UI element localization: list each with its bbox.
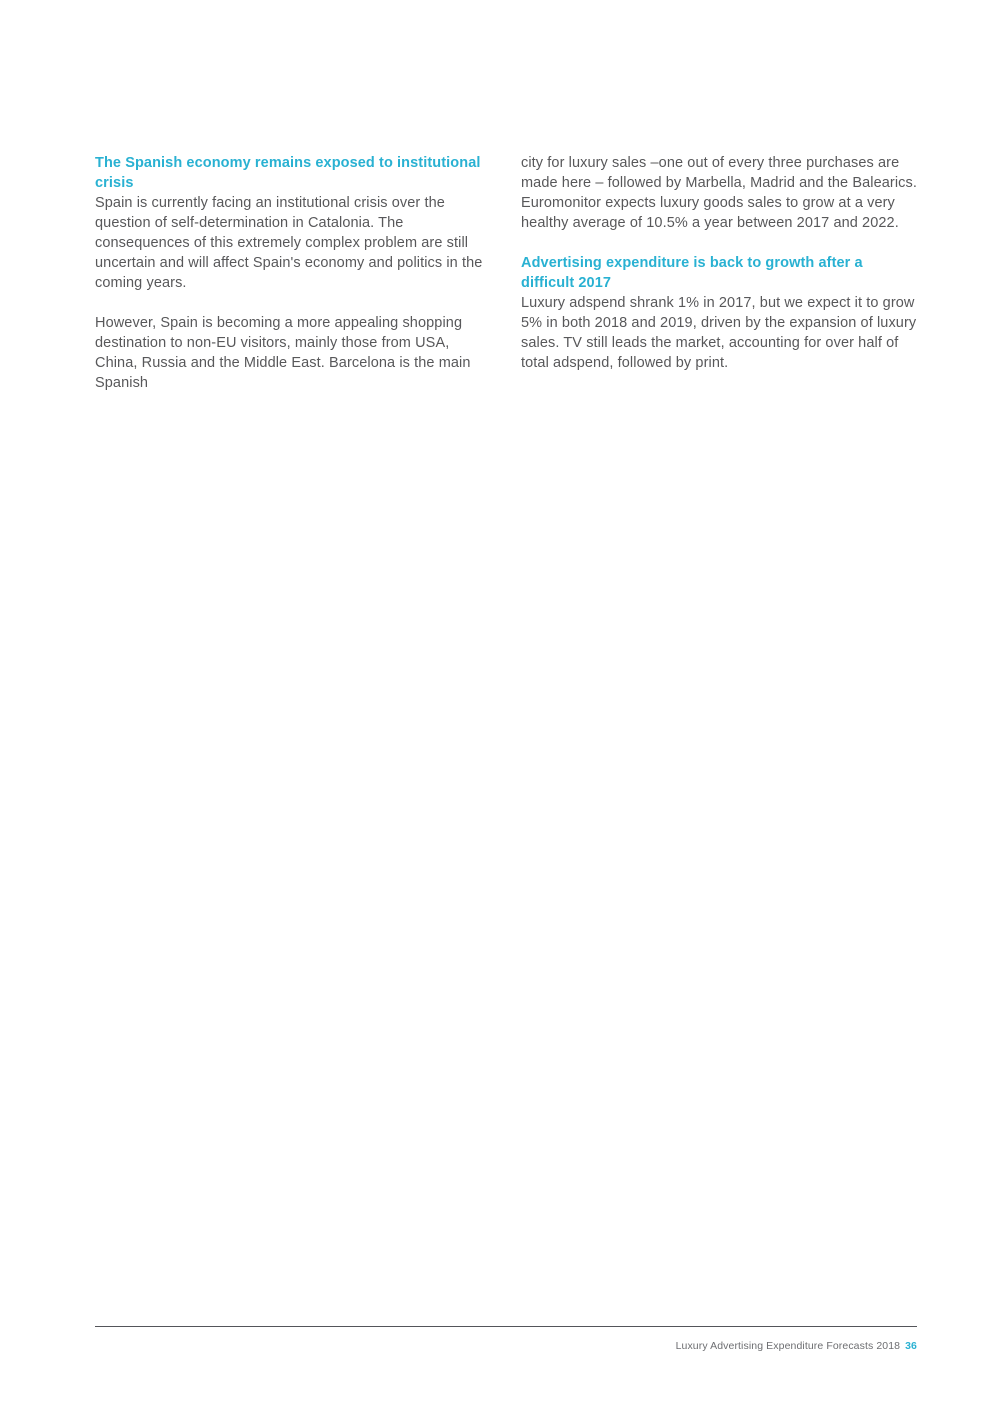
paragraph: However, Spain is becoming a more appealing shopping destination to non-EU visitors, mainly those from USA, China, Russia and the Middle East. Barcelona is the main Spanish [95,315,471,391]
left-column [95,153,485,393]
page-content [95,153,917,393]
page-number: 36 [905,1340,917,1352]
paragraph: Spain is currently facing an institutional crisis over the question of self-determination in Catalonia. The consequences of this extremely complex problem are still uncertain and will affect Spain's economy and politics in the coming years. [95,195,483,291]
section-heading-advertising-expenditure: Advertising expenditure is back to growth after a difficult 2017 [521,255,863,291]
page-footer [95,1326,917,1352]
right-column [521,153,919,393]
footer-label: Luxury Advertising Expenditure Forecasts 2018 [675,1340,901,1352]
section-heading-spanish-economy: The Spanish economy remains exposed to institutional crisis [95,155,481,191]
paragraph: Luxury adspend shrank 1% in 2017, but we expect it to grow 5% in both 2018 and 2019, driven by the expansion of luxury sales. TV still leads the market, accounting for over half of total adspend, followed by print. [521,295,917,371]
paragraph: city for luxury sales –one out of every three purchases are made here – followed by Marbella, Madrid and the Balearics. Euromonitor expects luxury goods sales to grow at a very healthy average of 10.5% a year between 2017 and 2022. [521,155,917,231]
